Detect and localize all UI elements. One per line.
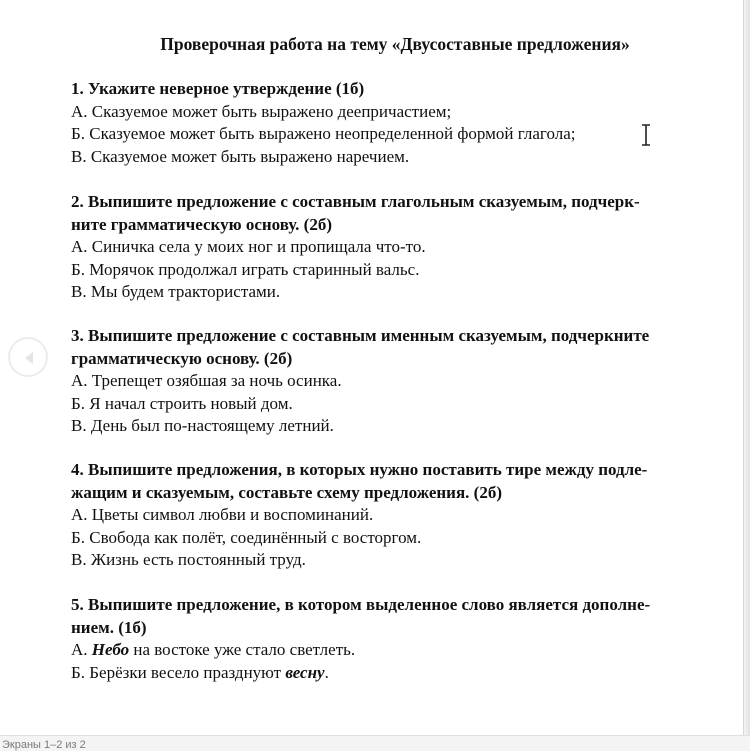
screen-counter: Экраны 1–2 из 2 [2,739,86,751]
question-3-option-c: В. День был по-настоящему летний. [71,416,334,435]
question-4-option-a: А. Цветы символ любви и воспоминаний. [71,505,374,524]
nav-arrow-left-icon [22,350,36,366]
question-1-option-c: В. Сказуемое может быть выражено наречием. [71,146,410,166]
question-3-option-b: Б. Я начал строить новый дом. [71,393,293,413]
question-5-option-a [71,639,721,662]
option-rest: на востоке уже стало светлеть. [129,640,356,659]
emphasized-word: Небо [91,640,130,659]
question-2-option-a: А. Синичка села у моих ног и пропищала что-то. [71,237,426,256]
question-5 [71,594,721,684]
question-5-heading-line-2: нием. (1б) [71,617,147,637]
question-3-heading-line-1: 3. Выпишите предложение с составным именным сказуемым, подчеркните [71,326,650,345]
question-4-heading-line-2: жащим и сказуемым, составьте схему предложения. (2б) [71,482,502,502]
question-4 [71,459,721,572]
option-prefix: Б. Берёзки весело празднуют [71,662,286,682]
question-4-option-b: Б. Свобода как полёт, соединённый с восторгом. [71,527,422,547]
question-1-option-a: А. Сказуемое может быть выражено деепричастием; [71,101,452,121]
question-3 [71,325,721,438]
question-1-option-b: Б. Сказуемое может быть выражено неопределенной формой глагола; [71,124,576,143]
option-prefix: А. [71,640,92,659]
document-title: Проверочная работа на тему «Двусоставные предложения» [160,34,630,54]
question-4-heading-line-1: 4. Выпишите предложения, в которых нужно поставить тире между подле- [71,460,648,479]
text-cursor-icon [640,124,652,146]
question-4-option-c: В. Жизнь есть постоянный труд. [71,550,306,569]
status-bar [0,735,750,751]
question-2-option-c: В. Мы будем трактористами. [71,282,281,301]
question-5-option-b [71,662,721,685]
question-1 [71,78,721,168]
previous-page-button[interactable] [8,337,48,377]
emphasized-word: весну [285,662,325,682]
question-2-option-b: Б. Морячок продолжал играть старинный вальс. [71,259,420,279]
question-2-heading-line-1: 2. Выпишите предложение с составным глагольным сказуемым, подчерк- [71,192,640,211]
option-rest: . [324,662,329,682]
question-1-heading: 1. Укажите неверное утверждение (1б) [71,79,365,98]
question-3-heading-line-2: грамматическую основу. (2б) [71,348,293,368]
question-3-option-a: А. Трепещет озябшая за ночь осинка. [71,371,342,390]
question-2-heading-line-2: ните грамматическую основу. (2б) [71,214,332,234]
question-5-heading-line-1: 5. Выпишите предложение, в котором выделенное слово является дополне- [71,595,651,614]
question-2 [71,191,721,304]
scrollbar-track[interactable] [743,0,750,735]
